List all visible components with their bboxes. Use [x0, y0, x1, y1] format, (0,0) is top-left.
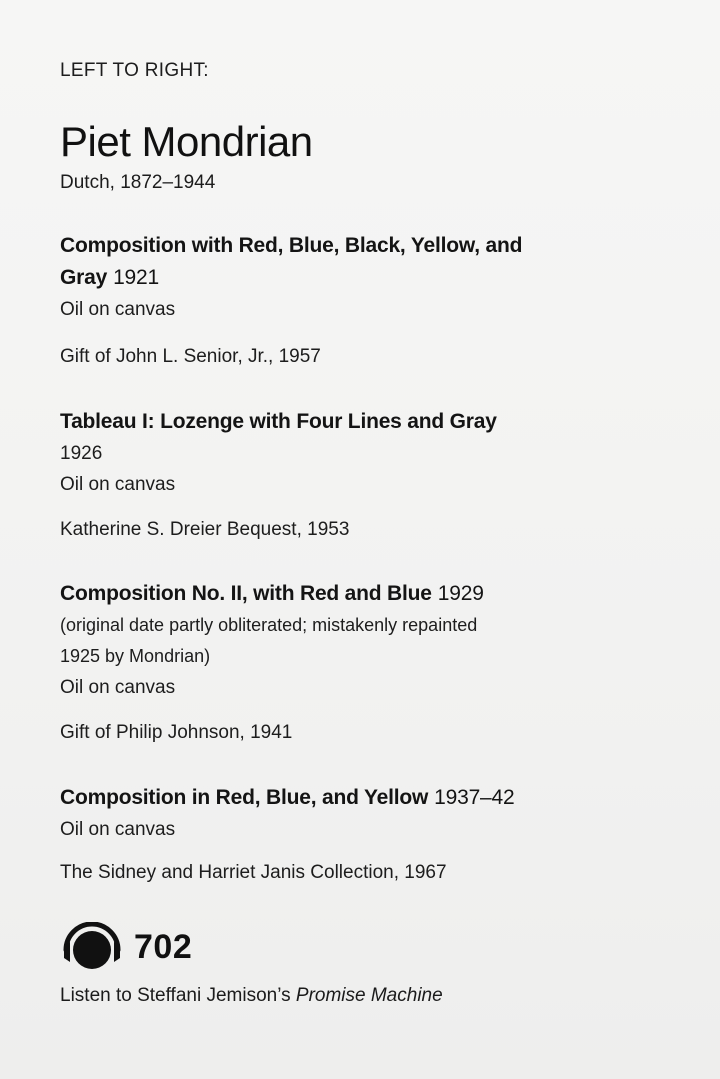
artwork-title-text: Composition No. II, with Red and Blue [60, 582, 432, 605]
artwork-entry-3 [60, 578, 484, 748]
artwork-title: Tableau I: Lozenge with Four Lines and Gray [60, 410, 497, 433]
artwork-medium: Oil on canvas [60, 677, 176, 698]
artwork-title-text: Composition in Red, Blue, and Yellow [60, 786, 429, 809]
audio-guide-stop [60, 922, 192, 972]
artist-name: Piet Mondrian [60, 118, 313, 165]
artwork-title-continued [60, 262, 522, 294]
artwork-title [60, 578, 484, 610]
artwork-credit: Gift of Philip Johnson, 1941 [60, 722, 293, 743]
artwork-entry-1 [60, 230, 522, 372]
artwork-entry-2 [60, 406, 497, 545]
artwork-credit: The Sidney and Harriet Janis Collection, 1967 [60, 862, 447, 883]
audio-stop-number: 702 [134, 927, 193, 966]
artist-bio: Dutch, 1872–1944 [60, 172, 216, 193]
section-heading: LEFT TO RIGHT: [60, 60, 209, 81]
artwork-entry-4 [60, 782, 514, 888]
artwork-date: 1921 [113, 266, 159, 289]
artwork-medium: Oil on canvas [60, 474, 176, 495]
artwork-title [60, 230, 522, 262]
artwork-medium: Oil on canvas [60, 819, 176, 840]
artwork-note-continued: 1925 by Mondrian) [60, 646, 211, 666]
artwork-date: 1937–42 [434, 786, 515, 809]
artwork-title-line: Gray [60, 266, 108, 289]
headphones-icon [60, 922, 124, 972]
artwork-credit: Gift of John L. Senior, Jr., 1957 [60, 346, 321, 367]
artwork-title [60, 782, 514, 814]
artwork-note: (original date partly obliterated; mistakenly repainted [60, 615, 478, 635]
audio-description-prefix: Listen to Steffani Jemison’s [60, 985, 296, 1006]
artwork-date: 1926 [60, 443, 103, 464]
artwork-medium: Oil on canvas [60, 299, 176, 320]
audio-title: Promise Machine [295, 985, 443, 1006]
artwork-credit: Katherine S. Dreier Bequest, 1953 [60, 519, 350, 540]
artwork-date: 1929 [437, 582, 484, 605]
audio-description [60, 985, 443, 1007]
artwork-title-line: Composition with Red, Blue, Black, Yellow, and [60, 234, 523, 257]
